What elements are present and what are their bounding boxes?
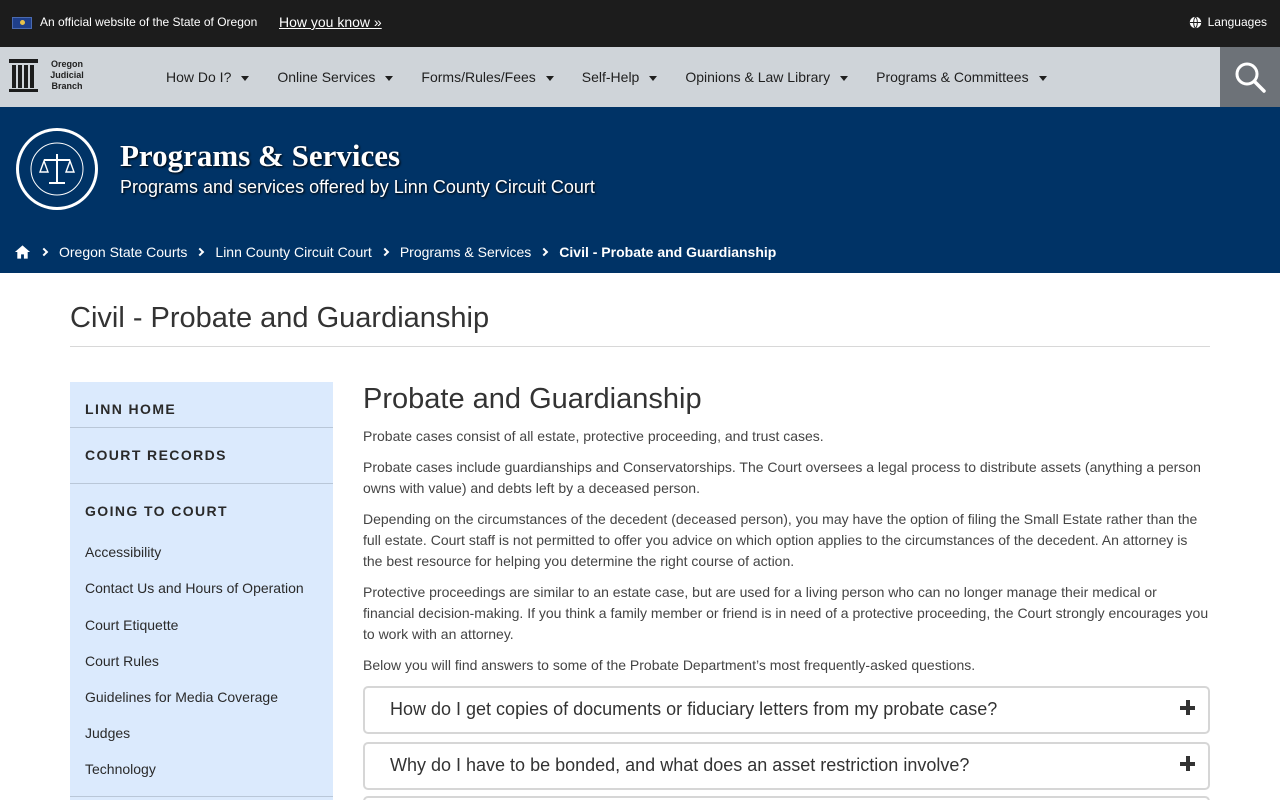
caret-down-icon: [1039, 76, 1047, 81]
main-nav: [0, 47, 1280, 107]
caret-down-icon: [385, 76, 393, 81]
courthouse-pillar-icon: [9, 59, 38, 92]
chevron-right-icon: [40, 248, 48, 256]
faq-accordion-item-partial[interactable]: [363, 796, 1210, 800]
caret-down-icon: [649, 76, 657, 81]
judicial-department-seal-icon: [14, 126, 100, 212]
chevron-right-icon: [196, 248, 204, 256]
nav-item-programs-committees[interactable]: [862, 69, 1060, 85]
sidebar-item-linn-home[interactable]: LINN HOME: [85, 401, 177, 417]
breadcrumb-oregon-state-courts[interactable]: Oregon State Courts: [59, 244, 188, 260]
globe-icon: [1189, 16, 1202, 29]
official-banner: [0, 0, 1280, 47]
nav-label: Programs & Committees: [876, 69, 1029, 85]
sidebar-item-technology[interactable]: Technology: [85, 761, 156, 777]
breadcrumb-linn-county[interactable]: Linn County Circuit Court: [215, 244, 372, 260]
sidebar-item-accessibility[interactable]: Accessibility: [85, 544, 162, 560]
caret-down-icon: [546, 76, 554, 81]
logo-line-3: Branch: [51, 81, 83, 91]
search-button[interactable]: [1220, 47, 1280, 107]
section-heading: Probate and Guardianship: [363, 383, 702, 415]
faq-question: Why do I have to be bonded, and what does an asset restriction involve?: [390, 755, 970, 775]
paragraph: Protective proceedings are similar to an estate case, but are used for a living person who can no longer manage their medical or financial decision-making. If you think a family member or friend is in need of a protective proceeding, the Court strongly encourages you to work with an attorney.: [363, 584, 1209, 642]
logo-text: [43, 59, 91, 92]
chevron-right-icon: [381, 248, 389, 256]
nav-item-how-do-i[interactable]: [152, 69, 263, 85]
sidebar-item-going-to-court[interactable]: GOING TO COURT: [85, 503, 229, 519]
banner-subtitle: Programs and services offered by Linn County Circuit Court: [120, 177, 595, 197]
faq-accordion-item[interactable]: [363, 686, 1210, 734]
breadcrumb-programs-services[interactable]: Programs & Services: [399, 244, 532, 260]
sidebar-item-media-guidelines[interactable]: Guidelines for Media Coverage: [85, 689, 278, 705]
plus-icon: [1180, 756, 1196, 772]
page-title: Civil - Probate and Guardianship: [70, 302, 490, 334]
logo-line-2: Judicial: [50, 70, 84, 80]
sidebar-item-court-records[interactable]: COURT RECORDS: [85, 447, 227, 463]
caret-down-icon: [840, 76, 848, 81]
paragraph: Probate cases include guardianships and Conservatorships. The Court oversees a legal process to distribute assets (anything a person owns with value) and debts left by a deceased person.: [363, 459, 1201, 496]
official-website-text: An official website of the State of Oregon: [40, 15, 258, 29]
oregon-flag-icon: [12, 17, 32, 29]
page-banner: [0, 107, 1280, 273]
nav-label: Forms/Rules/Fees: [421, 69, 536, 85]
nav-item-self-help[interactable]: [568, 69, 672, 85]
sidebar-divider: [70, 796, 333, 797]
sidebar-nav: [70, 382, 333, 800]
faq-question: How do I get copies of documents or fiduciary letters from my probate case?: [390, 699, 998, 719]
nav-label: Online Services: [277, 69, 376, 85]
languages-label: Languages: [1207, 15, 1267, 29]
ojd-logo[interactable]: [9, 59, 89, 95]
nav-label: How Do I?: [166, 69, 232, 85]
faq-accordion-item[interactable]: [363, 742, 1210, 790]
sidebar-divider: [70, 483, 333, 484]
paragraph: Below you will find answers to some of the Probate Department’s most frequently-asked questions.: [363, 657, 976, 673]
title-divider: [70, 346, 1210, 347]
nav-item-opinions-law-library[interactable]: [671, 69, 862, 85]
sidebar-item-court-etiquette[interactable]: Court Etiquette: [85, 617, 179, 633]
banner-title: Programs & Services: [120, 138, 401, 173]
nav-label: Self-Help: [581, 69, 640, 85]
breadcrumb: [14, 244, 776, 260]
nav-label: Opinions & Law Library: [685, 69, 831, 85]
plus-icon: [1180, 700, 1196, 716]
sidebar-item-court-rules[interactable]: Court Rules: [85, 653, 159, 669]
home-icon[interactable]: [14, 244, 31, 260]
paragraph: Depending on the circumstances of the decedent (deceased person), you may have the option of filing the Small Estate rather than the full estate. Court staff is not permitted to offer you advice on which option applies to the circumstances of the decedent. An attorney is the best resource for helping you determine the right course of action.: [363, 511, 1198, 569]
logo-line-1: Oregon: [50, 59, 83, 69]
sidebar-item-judges[interactable]: Judges: [85, 725, 131, 741]
nav-item-online-services[interactable]: [263, 69, 407, 85]
nav-item-forms-rules-fees[interactable]: [407, 69, 567, 85]
sidebar-item-contact-us[interactable]: Contact Us and Hours of Operation: [85, 580, 304, 596]
nav-menu: [152, 47, 1061, 107]
search-icon: [1233, 60, 1267, 94]
languages-button[interactable]: [1189, 15, 1267, 29]
caret-down-icon: [241, 76, 249, 81]
sidebar-divider: [70, 427, 333, 428]
breadcrumb-current: Civil - Probate and Guardianship: [559, 244, 777, 260]
chevron-right-icon: [540, 248, 548, 256]
how-you-know-link[interactable]: How you know »: [279, 14, 382, 30]
main-content: [363, 382, 1210, 676]
paragraph: Probate cases consist of all estate, protective proceeding, and trust cases.: [363, 428, 824, 444]
